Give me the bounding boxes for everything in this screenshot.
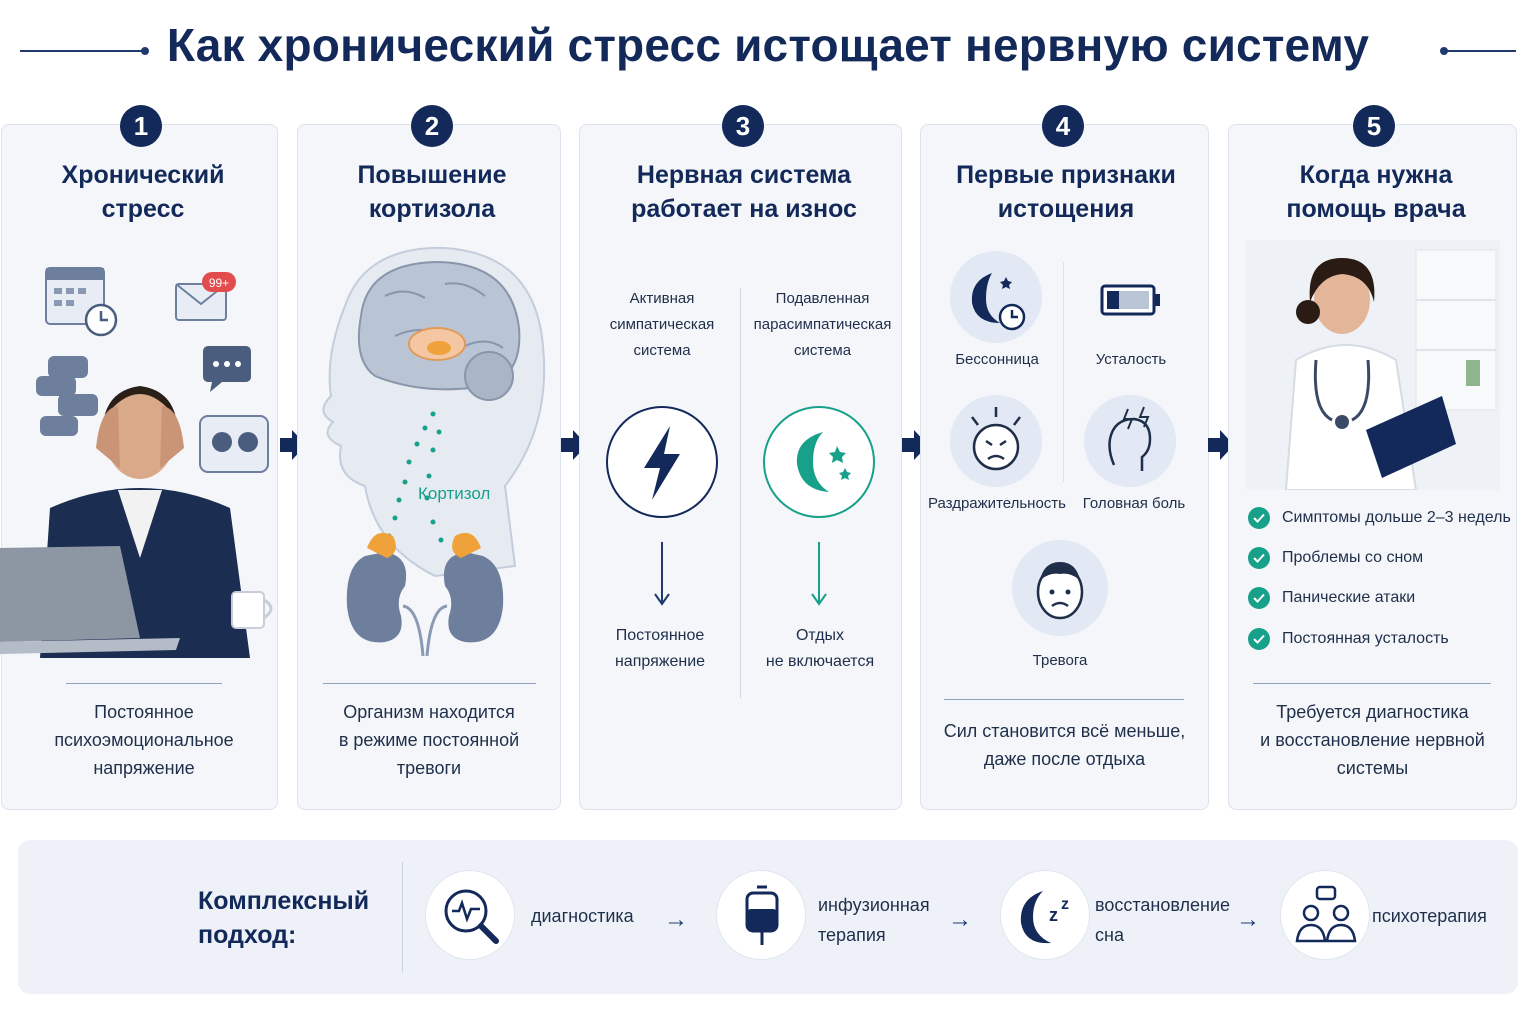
sign-anxiety: Тревога (1032, 652, 1088, 669)
checklist-item: Панические атаки (1248, 586, 1415, 610)
doctor-illustration (1246, 240, 1500, 490)
coffee-mug-icon (232, 592, 271, 628)
svg-text:z: z (1049, 905, 1058, 925)
step-badge-2: 2 (411, 105, 453, 147)
battery-low-icon (1100, 282, 1162, 318)
brain-kidney-illustration (305, 236, 555, 656)
insomnia-icon (950, 251, 1042, 343)
down-arrow-left (652, 542, 672, 608)
step-badge-3: 3 (722, 105, 764, 147)
card-foot-4: Сил становится всё меньше, даже после отдыха (943, 721, 1186, 769)
signs-divider-vertical (1063, 262, 1064, 482)
card-foot-divider-5 (1253, 683, 1491, 684)
irritability-icon (950, 395, 1042, 487)
checklist-item: Проблемы со сном (1248, 546, 1423, 570)
sign-irritability: Раздражительность (927, 495, 1066, 512)
check-icon (1248, 547, 1270, 569)
check-icon (1248, 587, 1270, 609)
approach-title: Комплексный подход: (198, 887, 370, 949)
card-title-2: Повышение кортизола (357, 161, 507, 223)
check-icon (1248, 628, 1270, 650)
column-divider (740, 288, 741, 698)
step-badge-5: 5 (1353, 105, 1395, 147)
sign-insomnia: Бессонница (955, 351, 1039, 368)
card-title-4: Первые признаки истощения (956, 161, 1176, 223)
card-foot-divider-4 (944, 699, 1184, 700)
title-bar (0, 18, 1536, 88)
traffic-icon (36, 356, 98, 436)
approach-arrow-2: → (948, 906, 972, 933)
headache-icon (1084, 395, 1176, 487)
down-arrow-right (809, 542, 829, 608)
sign-headache: Головная боль (1082, 495, 1186, 512)
parasympathetic-result: Отдых не включается (765, 627, 875, 670)
title-deco-right-line (1444, 50, 1516, 52)
argument-icon (200, 416, 268, 472)
sympathetic-heading: Активная симпатическая система (609, 290, 715, 359)
iv-bag-icon (716, 870, 806, 960)
approach-arrow-3: → (1236, 906, 1260, 933)
approach-infusion: инфузионная терапия (818, 895, 930, 945)
moon-stars-icon (761, 402, 877, 522)
moon-zz-icon (1000, 870, 1090, 960)
step-badge-4: 4 (1042, 105, 1084, 147)
parasympathetic-heading: Подавленная парасимпатическая система (753, 290, 892, 359)
checklist-item: Постоянная усталость (1248, 627, 1449, 651)
chat-bubble-icon (203, 346, 251, 392)
approach-psychotherapy: психотерапия (1372, 906, 1487, 926)
svg-text:z: z (1061, 896, 1069, 913)
card-foot-divider-2 (323, 683, 536, 684)
card-title-3: Нервная система работает на износ (631, 161, 857, 223)
step-badge-1: 1 (120, 105, 162, 147)
anxiety-icon (1012, 540, 1108, 636)
brain-icon (359, 262, 520, 400)
card-foot-2: Организм находится в режиме постоянной тревоги (338, 702, 520, 778)
card-foot-1: Постоянное психоэмоциональное напряжение (54, 702, 234, 778)
cortisol-label: Кортизол (418, 484, 491, 503)
lightning-icon (604, 402, 720, 522)
sign-fatigue: Усталость (1095, 351, 1167, 368)
approach-divider (402, 862, 403, 972)
notification-badge: 99+ (208, 276, 230, 290)
check-icon (1248, 507, 1270, 529)
card-foot-5: Требуется диагностика и восстановление нервной системы (1260, 702, 1485, 778)
page-title: Как хронический стресс истощает нервную систему (166, 19, 1370, 71)
people-dialog-icon (1280, 870, 1370, 960)
checklist-item: Симптомы дольше 2–3 недель (1248, 506, 1511, 530)
card-title-1: Хронический стресс (61, 161, 225, 223)
magnifier-pulse-icon (425, 870, 515, 960)
stress-illustration (0, 258, 280, 658)
sympathetic-result: Постоянное напряжение (614, 627, 706, 670)
calendar-icon (46, 268, 116, 335)
approach-arrow-1: → (664, 906, 688, 933)
approach-sleep: восстановление сна (1095, 895, 1231, 945)
card-title-5: Когда нужна помощь врача (1286, 161, 1466, 223)
approach-diagnostics: диагностика (531, 906, 634, 926)
card-foot-divider-1 (66, 683, 222, 684)
